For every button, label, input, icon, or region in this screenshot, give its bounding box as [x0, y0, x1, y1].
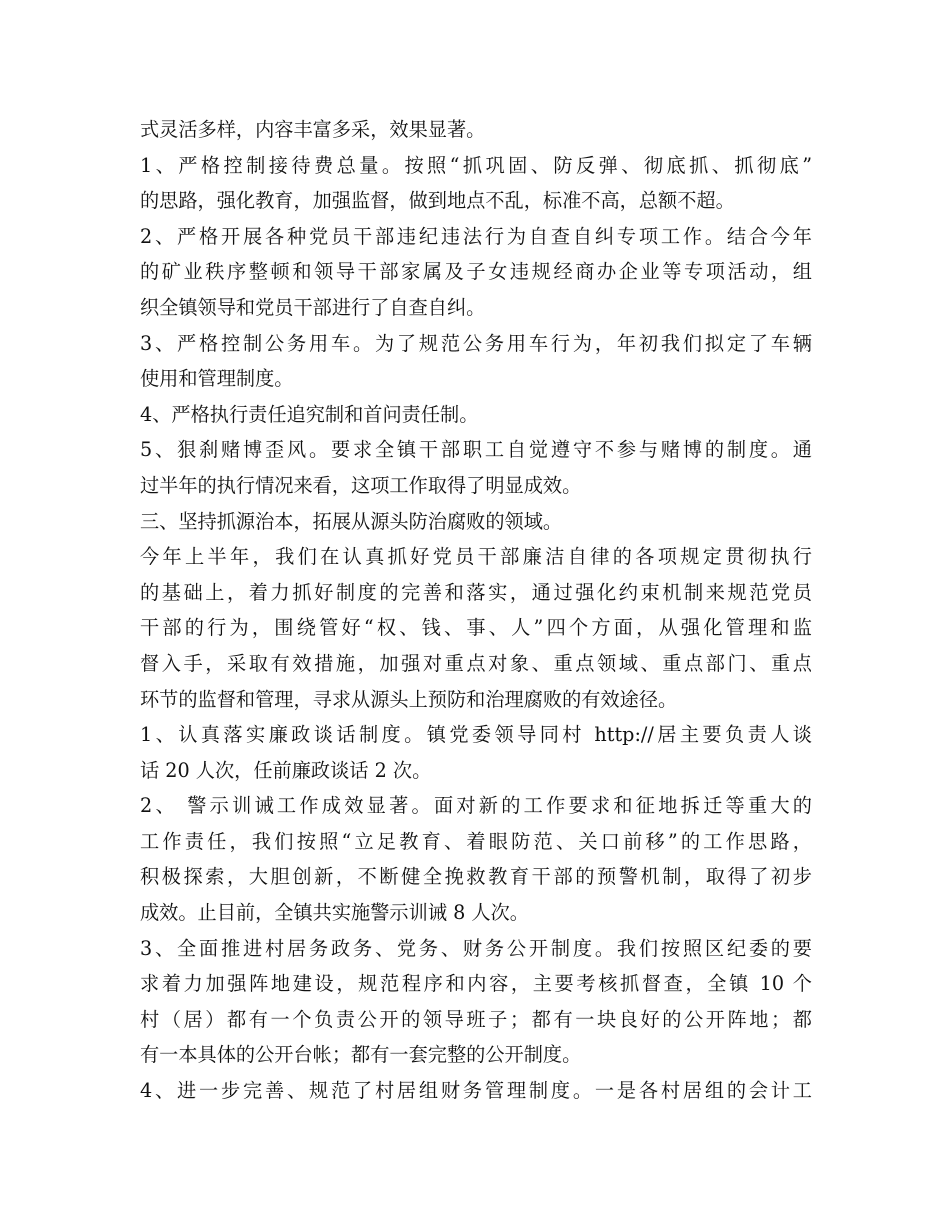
text-line: 工作责任，我们按照“立足教育、着眼防范、关口前移”的工作思路， — [140, 829, 812, 853]
text-line: 今年上半年，我们在认真抓好党员干部廉洁自律的各项规定贯彻执行 — [140, 545, 812, 569]
text-line: 1、认真落实廉政谈话制度。镇党委领导同村 http://居主要负责人谈 — [140, 723, 812, 747]
text-line: 干部的行为，围绕管好“权、钱、事、人”四个方面，从强化管理和监 — [140, 616, 812, 640]
text-line: 4、进一步完善、规范了村居组财务管理制度。一是各村居组的会计工 — [140, 1079, 812, 1103]
text-line: 求着力加强阵地建设，规范程序和内容，主要考核抓督查，全镇 10 个 — [140, 972, 812, 996]
text-line: 的矿业秩序整顿和领导干部家属及子女违规经商办企业等专项活动，组 — [140, 260, 812, 284]
text-line: 三、坚持抓源治本，拓展从源头防治腐败的领域。 — [140, 509, 563, 533]
text-line: 3、严格控制公务用车。为了规范公务用车行为，年初我们拟定了车辆 — [140, 331, 812, 355]
text-line: 的基础上，着力抓好制度的完善和落实，通过强化约束机制来规范党员 — [140, 580, 812, 604]
text-line: 的思路，强化教育，加强监督，做到地点不乱，标准不高，总额不超。 — [140, 189, 735, 213]
text-line: 环节的监督和管理，寻求从源头上预防和治理腐败的有效途径。 — [140, 687, 678, 711]
text-line: 3、全面推进村居务政务、党务、财务公开制度。我们按照区纪委的要 — [140, 936, 812, 960]
text-line: 积极探索，大胆创新，不断健全挽救教育干部的预警机制，取得了初步 — [140, 865, 812, 889]
text-line: 有一本具体的公开台帐；都有一套完整的公开制度。 — [140, 1043, 582, 1067]
text-line: 2、严格开展各种党员干部违纪违法行为自查自纠专项工作。结合今年 — [140, 224, 812, 248]
text-line: 5、狠刹赌博歪风。要求全镇干部职工自觉遵守不参与赌博的制度。通 — [140, 438, 812, 462]
text-line: 4、严格执行责任追究制和首问责任制。 — [140, 402, 479, 426]
text-line: 织全镇领导和党员干部进行了自查自纠。 — [140, 295, 486, 319]
document-body — [140, 112, 812, 1109]
text-line: 1、严格控制接待费总量。按照“抓巩固、防反弹、彻底抓、抓彻底” — [140, 153, 812, 177]
text-line: 式灵活多样，内容丰富多采，效果显著。 — [140, 118, 486, 141]
text-line: 村（居）都有一个负责公开的领导班子；都有一块良好的公开阵地；都 — [140, 1007, 812, 1031]
text-line: 话 20 人次，任前廉政谈话 2 次。 — [140, 758, 432, 782]
text-line: 使用和管理制度。 — [140, 367, 294, 391]
text-line: 督入手，采取有效措施，加强对重点对象、重点领域、重点部门、重点 — [140, 651, 812, 675]
text-line: 2、 警示训诫工作成效显著。面对新的工作要求和征地拆迁等重大的 — [140, 794, 812, 818]
text-line: 成效。止目前，全镇共实施警示训诫 8 人次。 — [140, 901, 529, 925]
text-line: 过半年的执行情况来看，这项工作取得了明显成效。 — [140, 473, 582, 497]
